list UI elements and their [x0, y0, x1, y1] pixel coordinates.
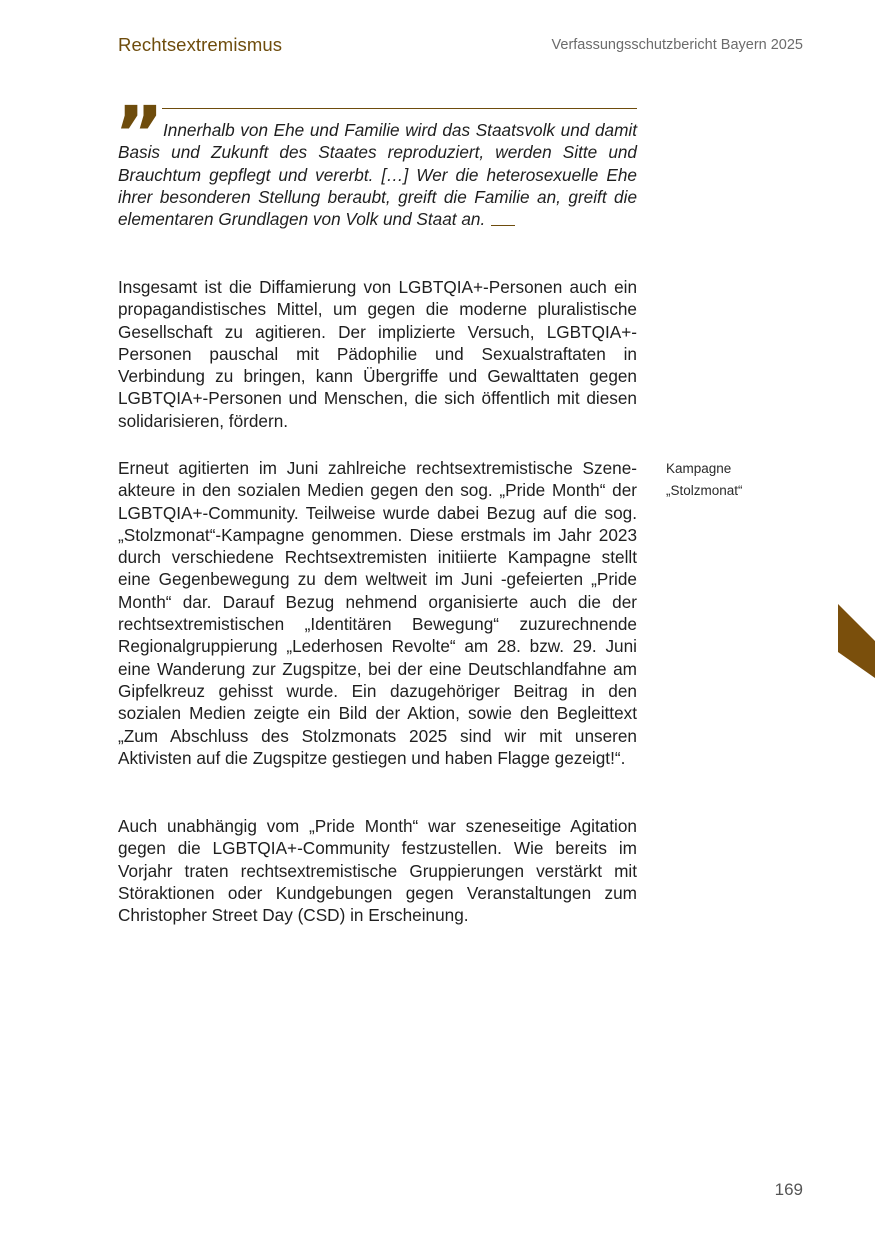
quote-block — [118, 119, 637, 230]
margin-note-line-1: Kampagne — [666, 461, 732, 476]
body-paragraph-2: Erneut agitierten im Juni zahlreiche rechtsextremistische Szeneakteure in den sozialen Medien gegen den sog. „Pride Month“ der LGBTQIA+-Community. Teilweise wurde dabei Bezug auf die sog. „Stolzmonat“-Kampagne genommen. Diese erstmals im Jahr 2023 durch verschiedene Rechtsextremisten initiierte Kampagne stellt eine Gegenbewegung zu dem weltweit im Juni -gefeierten „Pride Month“ dar. Darauf Bezug nehmend organisierte auch die der rechtsextremistischen „Identitären Bewegung“ zuzurechnende Regionalgruppierung „Lederhosen Revolte“ am 28. bzw. 29. Juni eine Wanderung zur Zugspitze, bei der eine Deutschlandfahne am Gipfelkreuz gehisst wurde. Ein dazugehöriger Beitrag in den sozialen Medien zeigte ein Bild der Aktion, sowie den Begleittext „Zum Abschluss des Stolzmonats 2025 sind wir mit unseren Aktivisten auf die Zugspitze gestiegen und haben Flagge gezeigt!“. — [118, 458, 637, 768]
quotation-mark-icon: ” — [114, 89, 164, 178]
publication-title: Verfassungsschutzbericht Bayern 2025 — [551, 37, 803, 53]
body-paragraph-3: Auch unabhängig vom „Pride Month“ war szeneseitige Agitation gegen die LGBTQIA+-Community festzustellen. Wie bereits im Vorjahr traten rechtsextremistische Gruppierungen verstärkt mit Störaktionen oder Kundgebungen gegen Veranstaltungen zum Christopher Street Day (CSD) in Erscheinung. — [118, 816, 637, 926]
quote-end-rule — [491, 225, 515, 226]
quote-divider — [162, 108, 637, 109]
quote-text: Innerhalb von Ehe und Familie wird das Staatsvolk und damit Basis und Zukunft des Staates reproduziert, werden Sitte und Brauchtum gepflegt und vererbt. […] Wer die heterosexuelle Ehe ihrer besonderen Stellung beraubt, greift die Familie an, greift die elementaren Grundlagen von Volk und Staat an. — [118, 120, 637, 230]
margin-note-line-2: „Stolzmonat“ — [666, 483, 743, 498]
section-title: Rechtsextremismus — [118, 34, 283, 55]
chapter-tab-marker — [838, 604, 875, 678]
body-paragraph-1: Insgesamt ist die Diffamierung von LGBTQIA+-Personen auch ein propagandistisches Mittel, um gegen die moderne pluralistische Gesellschaft zu agitieren. Der implizierte Versuch, LGBTQIA+-Personen pauschal mit Pädophilie und Sexualstraftaten in Verbindung zu bringen, kann Übergriffe und Gewalttaten gegen LGBTQIA+-Personen und Menschen, die sich öffentlich mit diesen solidarisieren, fördern. — [118, 277, 637, 431]
page-number: 169 — [774, 1180, 803, 1199]
margin-note — [666, 458, 743, 502]
